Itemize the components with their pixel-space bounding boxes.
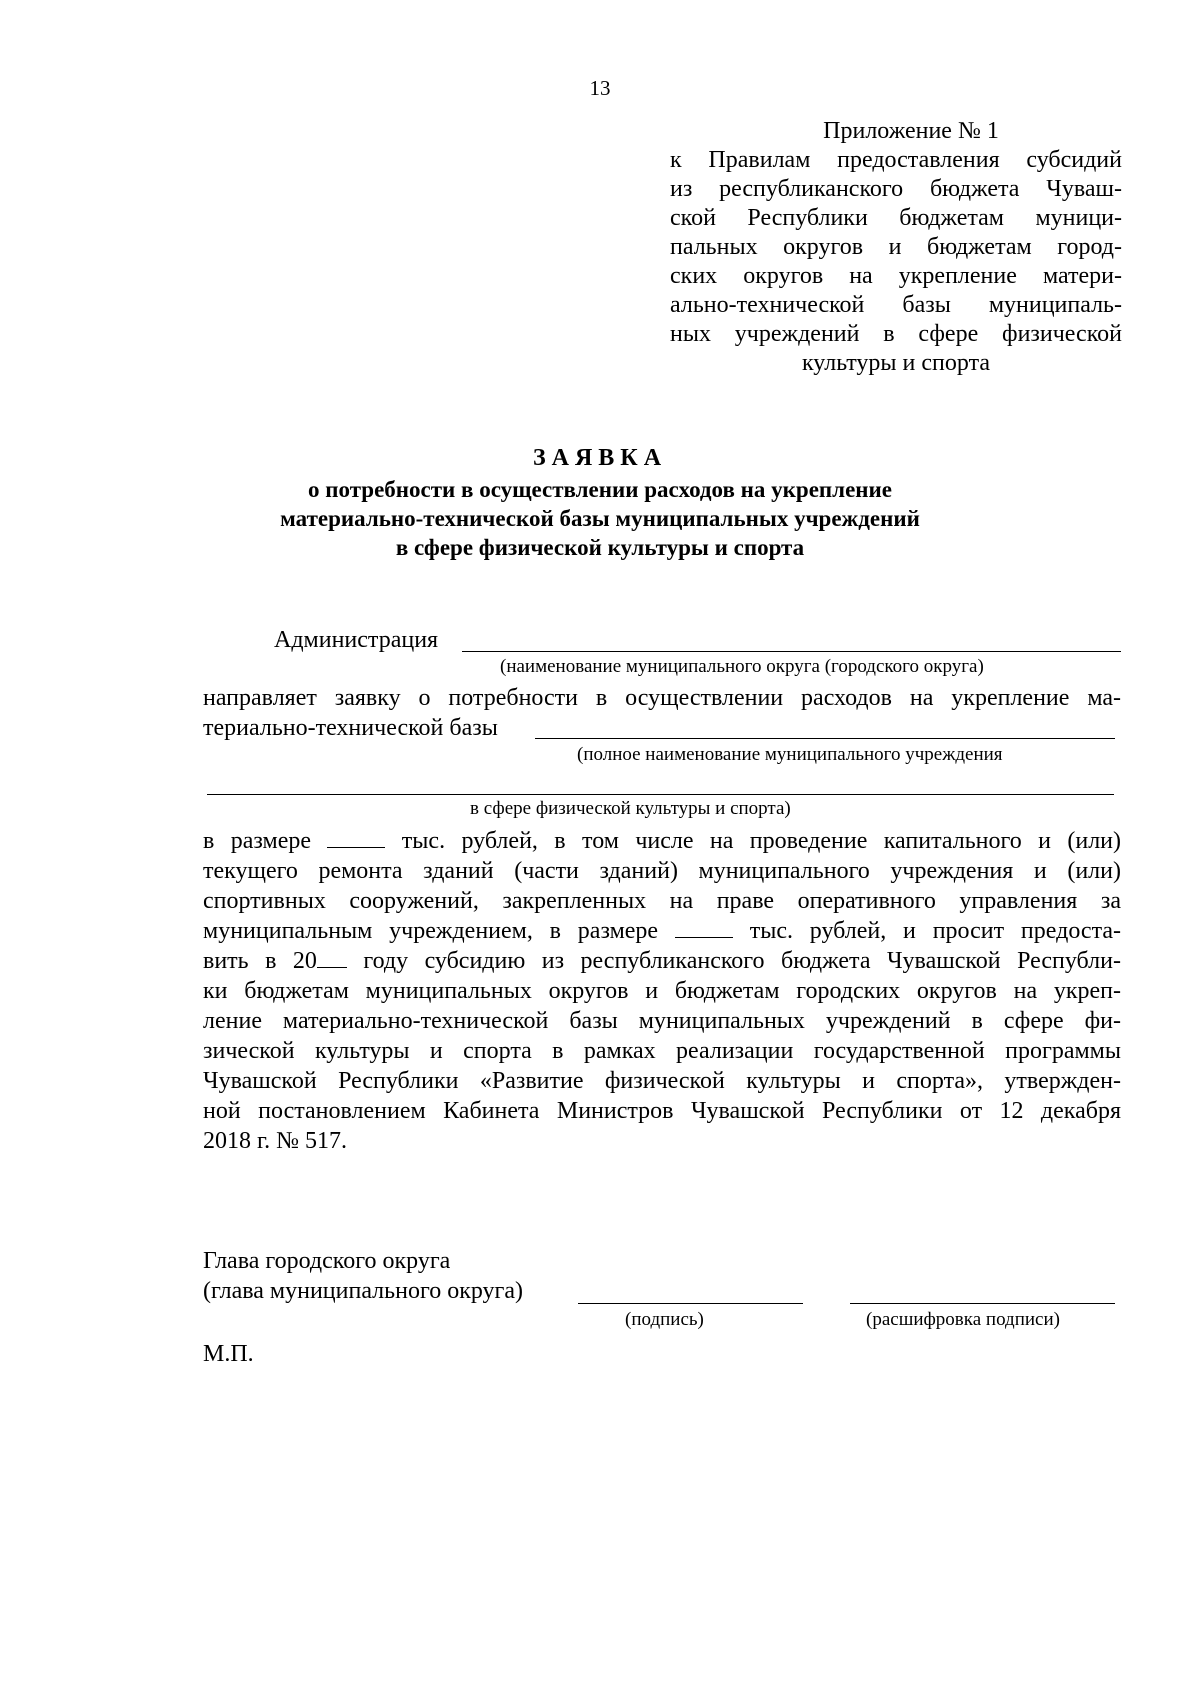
document-title (0, 444, 1200, 562)
paragraph-text: году субсидию из республиканского бюджета Чувашской Республи- (363, 948, 1121, 974)
decoding-caption: (расшифровка подписи) (866, 1309, 1060, 1330)
paragraph-line (203, 916, 1121, 946)
appendix-line: ально-технической базы муниципаль- (670, 292, 1122, 318)
paragraph-line: ки бюджетам муниципальных округов и бюджетам городских округов на укреп- (203, 978, 1121, 1004)
year-field[interactable] (317, 949, 347, 968)
institution-caption: (полное наименование муниципального учреждения (577, 744, 1003, 765)
appendix-line: ных учреждений в сфере физической (670, 321, 1122, 347)
appendix-line: ских округов на укрепление матери- (670, 263, 1122, 289)
request-paragraph (203, 826, 1121, 1156)
institution-caption: в сфере физической культуры и спорта) (470, 798, 791, 819)
page-number: 13 (589, 76, 611, 100)
title-line: о потребности в осуществлении расходов на укрепление (308, 477, 892, 502)
amount-field[interactable] (327, 829, 385, 848)
institution-field-continued[interactable] (207, 794, 1114, 795)
paragraph-text: вить в 20 (203, 948, 317, 974)
paragraph-line: Чувашской Республики «Развитие физической культуры и спорта», утвержден- (203, 1068, 1121, 1094)
paragraph-line: ление материально-технической базы муниципальных учреждений в сфере фи- (203, 1008, 1121, 1034)
paragraph-text: тыс. рублей, в том числе на проведение капитального и (или) (401, 828, 1121, 854)
signature-caption: (подпись) (625, 1309, 704, 1330)
title-line: в сфере физической культуры и спорта (395, 535, 805, 560)
stamp-place: М.П. (203, 1341, 254, 1367)
appendix-title: Приложение № 1 (823, 118, 999, 144)
title-word: ЗАЯВКА (532, 445, 668, 471)
head-title-line: Глава городского округа (203, 1248, 451, 1274)
head-title-line: (глава муниципального округа) (203, 1278, 524, 1304)
appendix-line: к Правилам предоставления субсидий (670, 147, 1122, 173)
signature-field[interactable] (578, 1303, 803, 1304)
appendix-line: ской Республики бюджетам муници- (670, 205, 1122, 231)
paragraph-line: зической культуры и спорта в рамках реализации государственной программы (203, 1038, 1121, 1064)
paragraph-text: муниципальным учреждением, в размере (203, 918, 659, 944)
appendix-line: культуры и спорта (801, 350, 991, 376)
paragraph-text: тыс. рублей, и просит предоста- (749, 918, 1122, 944)
paragraph-line: 2018 г. № 517. (203, 1128, 348, 1154)
administration-label: Администрация (274, 627, 439, 653)
request-line: направляет заявку о потребности в осуществлении расходов на укрепление ма- (203, 685, 1121, 711)
signature-decoding-field[interactable] (850, 1303, 1115, 1304)
institution-field[interactable] (535, 738, 1115, 739)
paragraph-line: спортивных сооружений, закрепленных на праве оперативного управления за (203, 888, 1121, 914)
title-line: материально-технической базы муниципальных учреждений (280, 506, 920, 531)
paragraph-line: ной постановлением Кабинета Министров Чувашской Республики от 12 декабря (203, 1098, 1121, 1124)
administration-field[interactable] (462, 651, 1121, 652)
paragraph-line (203, 826, 1121, 856)
appendix-header (670, 117, 1122, 378)
paragraph-line: текущего ремонта зданий (части зданий) муниципального учреждения и (или) (203, 858, 1121, 884)
appendix-line: из республиканского бюджета Чуваш- (670, 176, 1122, 202)
request-line: териально-технической базы (203, 715, 498, 741)
appendix-body (670, 146, 1122, 378)
paragraph-line (203, 946, 1121, 976)
administration-caption: (наименование муниципального округа (городского округа) (500, 656, 984, 677)
paragraph-text: в размере (203, 828, 312, 854)
appendix-line: пальных округов и бюджетам город- (670, 234, 1122, 260)
repair-amount-field[interactable] (675, 919, 733, 938)
